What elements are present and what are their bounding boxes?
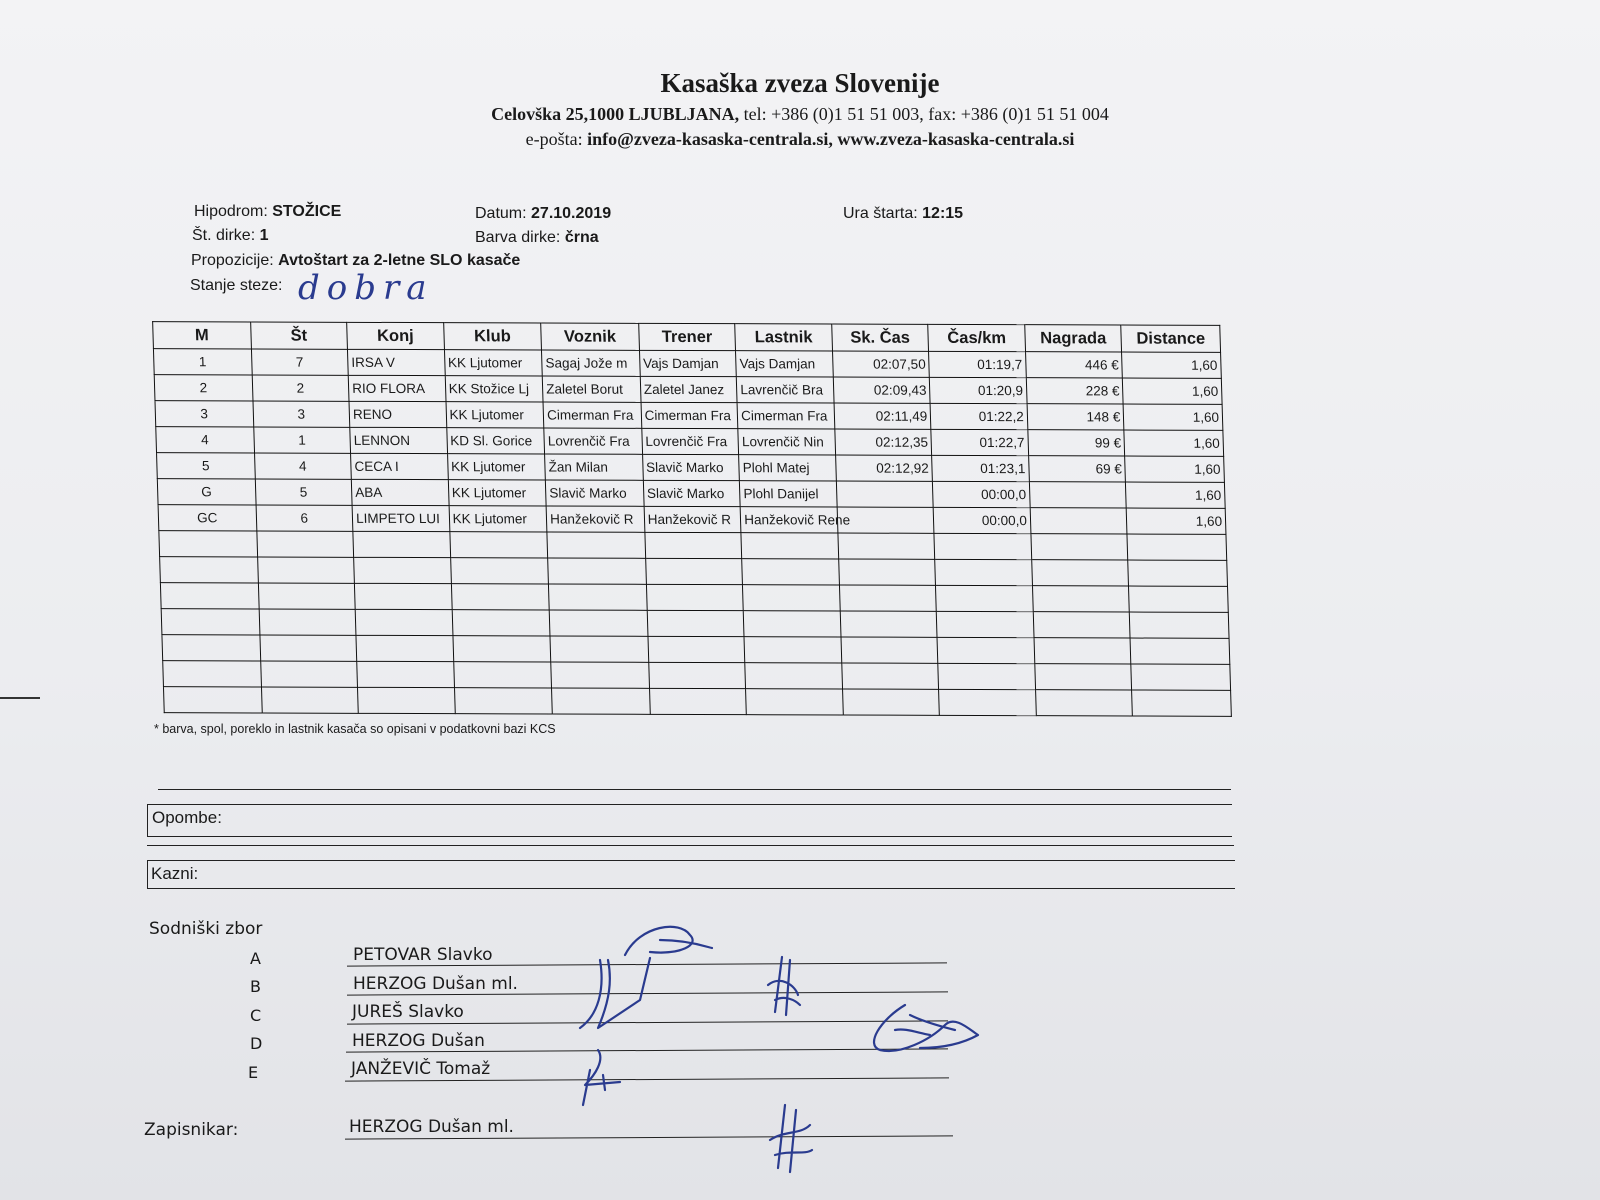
- column-header: M: [153, 322, 251, 349]
- column-header: Lastnik: [735, 324, 832, 351]
- org-email-label: e-pošta:: [525, 129, 588, 149]
- table-cell: 00:00,0: [933, 507, 1030, 533]
- table-cell: 02:12,35: [835, 429, 932, 455]
- ura-value: 12:15: [922, 205, 964, 222]
- hipodrom-value: STOŽICE: [272, 203, 342, 220]
- barva-label: Barva dirke:: [475, 229, 565, 246]
- table-cell: 1,60: [1126, 482, 1225, 508]
- table-cell: Slavič Marko: [545, 480, 643, 506]
- table-cell: 01:22,7: [931, 429, 1028, 455]
- table-cell: Zaletel Janez: [640, 376, 737, 402]
- table-cell: 1: [153, 349, 251, 375]
- column-header: Št: [250, 322, 347, 349]
- table-cell: 01:23,1: [932, 455, 1029, 481]
- signature-b: [768, 957, 800, 1015]
- jury-letter-b: B: [250, 977, 261, 996]
- table-cell: Hanžekovič R: [546, 506, 644, 532]
- table-cell: 1,60: [1123, 404, 1222, 430]
- jury-name-b: HERZOG Dušan ml.: [353, 974, 518, 994]
- table-cell: Hanžekovič Rene: [740, 507, 837, 533]
- opombe-label: Opombe:: [152, 808, 222, 827]
- table-cell: Lovrenčič Fra: [544, 428, 642, 454]
- table-cell: KK Ljutomer: [447, 454, 545, 480]
- table-cell: Zaletel Borut: [542, 376, 640, 402]
- table-cell: 4: [156, 427, 254, 453]
- footnote: * barva, spol, poreklo in lastnik kasača so opisani v podatkovni bazi KCS: [154, 722, 556, 736]
- table-cell: Hanžekovič R: [644, 506, 741, 532]
- table-cell: IRSA V: [348, 349, 445, 375]
- signature-a: [580, 927, 712, 1028]
- table-cell: Cimerman Fra: [543, 402, 641, 428]
- recorder-name: HERZOG Dušan ml.: [349, 1117, 514, 1137]
- table-cell: 7: [251, 349, 348, 375]
- propozicije-value: Avtoštart za 2-letne SLO kasače: [278, 252, 521, 269]
- org-email-value: info@zveza-kasaska-centrala.si, www.zveza-kasaska-centrala.si: [587, 129, 1075, 149]
- table-cell: 1,60: [1122, 352, 1221, 378]
- table-cell: KK Ljutomer: [444, 350, 542, 376]
- table-cell: 1,60: [1124, 430, 1223, 456]
- table-cell: KK Stožice Lj: [445, 376, 543, 402]
- st-dirke-label: Št. dirke:: [192, 227, 260, 244]
- propozicije-label: Propozicije:: [191, 252, 279, 269]
- table-cell: CECA I: [351, 453, 448, 479]
- table-cell: 01:19,7: [929, 351, 1026, 377]
- jury-name-a: PETOVAR Slavko: [353, 945, 493, 965]
- recorder-label: Zapisnikar:: [144, 1120, 239, 1140]
- table-cell: Cimerman Fra: [641, 402, 738, 428]
- table-cell: RENO: [349, 401, 446, 427]
- barva-value: črna: [564, 229, 599, 246]
- table-cell: 1: [253, 427, 350, 453]
- table-cell: 02:12,92: [835, 455, 932, 481]
- table-cell: 1,60: [1123, 378, 1222, 404]
- signature-d: [874, 1005, 978, 1051]
- table-cell: 00:00,0: [933, 481, 1030, 507]
- org-title: Kasaška zveza Slovenije: [660, 68, 940, 98]
- table-cell: 446 €: [1025, 352, 1122, 378]
- table-cell: 99 €: [1028, 430, 1125, 456]
- ura-label: Ura štarta:: [843, 205, 923, 222]
- table-cell: Plohl Matej: [739, 455, 836, 481]
- table-cell: Vajs Damjan: [736, 351, 833, 377]
- table-cell: Plohl Danijel: [740, 481, 837, 507]
- table-cell: GC: [158, 505, 256, 531]
- stanje-label: Stanje steze:: [190, 277, 283, 294]
- table-cell: 3: [253, 401, 350, 427]
- stanje-handwritten-value: dobra: [298, 268, 434, 308]
- st-dirke-value: 1: [259, 227, 269, 244]
- table-cell: ABA: [351, 479, 448, 505]
- jury-title: Sodniški zbor: [149, 919, 263, 939]
- table-cell: 02:09,43: [833, 377, 930, 403]
- table-cell: 01:20,9: [930, 377, 1027, 403]
- column-header: Distance: [1121, 325, 1220, 352]
- table-cell: KK Ljutomer: [448, 480, 546, 506]
- table-cell: KK Ljutomer: [446, 402, 544, 428]
- kazni-label: Kazni:: [151, 864, 199, 883]
- column-header: Nagrada: [1025, 325, 1122, 352]
- org-address-street: Celovška 25,1000 LJUBLJANA,: [491, 104, 740, 124]
- jury-letter-c: C: [250, 1006, 262, 1025]
- table-cell: Lavrenčič Bra: [737, 377, 834, 403]
- datum-value: 27.10.2019: [531, 205, 612, 222]
- table-cell: 5: [157, 453, 255, 479]
- column-header: Voznik: [541, 323, 639, 350]
- column-header: Trener: [638, 323, 735, 350]
- table-cell: RIO FLORA: [348, 375, 445, 401]
- column-header: Konj: [347, 322, 444, 349]
- column-header: Čas/km: [928, 324, 1025, 351]
- table-cell: G: [157, 479, 255, 505]
- table-cell: 2: [252, 375, 349, 401]
- table-cell: Lovrenčič Nin: [738, 429, 835, 455]
- table-cell: 69 €: [1028, 456, 1125, 482]
- table-cell: 01:22,2: [930, 403, 1027, 429]
- table-cell: 1,60: [1127, 508, 1226, 534]
- table-cell: 1,60: [1125, 456, 1224, 482]
- table-cell: 02:11,49: [834, 403, 931, 429]
- org-address-phone: tel: +386 (0)1 51 51 003, fax: +386 (0)1 51 51 004: [739, 104, 1109, 124]
- jury-letter-a: A: [250, 949, 261, 968]
- column-header: Klub: [443, 323, 541, 350]
- table-cell: 228 €: [1026, 378, 1123, 404]
- table-cell: LIMPETO LUI: [352, 505, 449, 531]
- table-cell: Vajs Damjan: [639, 350, 736, 376]
- table-cell: 148 €: [1027, 404, 1124, 430]
- table-cell: Cimerman Fra: [737, 403, 834, 429]
- table-cell: LENNON: [350, 427, 447, 453]
- jury-name-d: HERZOG Dušan: [352, 1031, 485, 1051]
- jury-letter-d: D: [250, 1034, 263, 1053]
- jury-name-c: JUREŠ Slavko: [352, 1002, 464, 1022]
- datum-label: Datum:: [475, 205, 532, 222]
- table-cell: Slavič Marko: [642, 454, 739, 480]
- table-cell: 6: [256, 505, 353, 531]
- jury-name-e: JANŽEVIČ Tomaž: [351, 1059, 491, 1079]
- hipodrom-label: Hipodrom:: [194, 203, 273, 220]
- table-cell: 5: [255, 479, 352, 505]
- signature-recorder: [770, 1105, 812, 1172]
- column-header: Sk. Čas: [831, 324, 928, 351]
- table-cell: Lovrenčič Fra: [642, 428, 739, 454]
- jury-letter-e: E: [248, 1063, 259, 1082]
- table-cell: KD Sl. Gorice: [446, 428, 544, 454]
- table-cell: 3: [155, 401, 253, 427]
- table-cell: 2: [154, 375, 252, 401]
- table-cell: Slavič Marko: [643, 480, 740, 506]
- table-cell: Žan Milan: [545, 454, 643, 480]
- table-cell: Sagaj Jože m: [542, 350, 640, 376]
- table-cell: 4: [254, 453, 351, 479]
- signature-e: [583, 1050, 620, 1105]
- table-cell: 02:07,50: [832, 351, 929, 377]
- table-cell: KK Ljutomer: [449, 506, 547, 532]
